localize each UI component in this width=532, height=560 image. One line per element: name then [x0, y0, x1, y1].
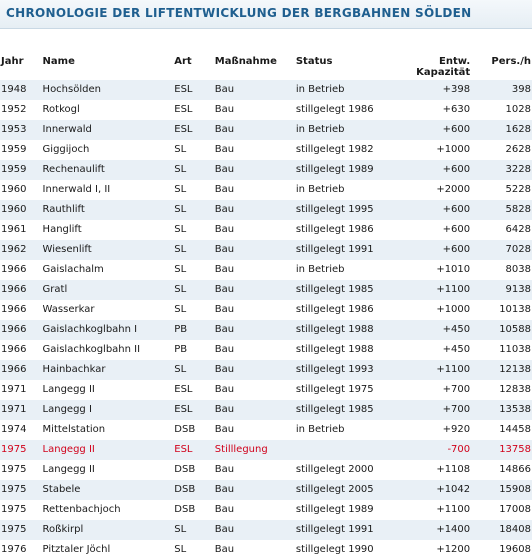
cell-pers: 14458 — [470, 420, 532, 440]
table-row — [0, 440, 532, 460]
cell-jahr: 1971 — [0, 380, 43, 400]
cell-jahr: 1952 — [0, 100, 43, 120]
cell-pers: 11038 — [470, 340, 532, 360]
cell-name: Rotkogl — [43, 100, 175, 120]
cell-pers: 15908 — [470, 480, 532, 500]
cell-kapazitaet: +1200 — [409, 540, 470, 560]
cell-pers: 2628 — [470, 140, 532, 160]
cell-status: stillgelegt 1988 — [296, 320, 409, 340]
cell-kapazitaet: +700 — [409, 400, 470, 420]
cell-status: stillgelegt 2005 — [296, 480, 409, 500]
cell-pers: 3228 — [470, 160, 532, 180]
table-row — [0, 340, 532, 360]
cell-art: PB — [174, 340, 215, 360]
cell-name: Gaislachkoglbahn II — [43, 340, 175, 360]
cell-status: stillgelegt 1989 — [296, 160, 409, 180]
cell-art: ESL — [174, 100, 215, 120]
col-header-kapazitaet-line2: Kapazität — [416, 67, 471, 78]
cell-art: DSB — [174, 500, 215, 520]
cell-massnahme: Bau — [215, 520, 296, 540]
cell-pers: 13758 — [470, 440, 532, 460]
cell-massnahme: Bau — [215, 200, 296, 220]
cell-kapazitaet: +1000 — [409, 300, 470, 320]
cell-status: stillgelegt 1986 — [296, 220, 409, 240]
cell-massnahme: Bau — [215, 320, 296, 340]
cell-kapazitaet: +1100 — [409, 360, 470, 380]
cell-status: in Betrieb — [296, 120, 409, 140]
cell-name: Giggijoch — [43, 140, 175, 160]
cell-kapazitaet: +1100 — [409, 500, 470, 520]
cell-massnahme: Bau — [215, 460, 296, 480]
table-row — [0, 460, 532, 480]
cell-massnahme: Bau — [215, 400, 296, 420]
cell-art: ESL — [174, 400, 215, 420]
cell-name: Pitztaler Jöchl — [43, 540, 175, 560]
col-header-kapazitaet-line1: Entw. — [439, 56, 471, 67]
page-title: CHRONOLOGIE DER LIFTENTWICKLUNG DER BERGBAHNEN SÖLDEN — [6, 6, 472, 20]
cell-art: DSB — [174, 460, 215, 480]
cell-art: SL — [174, 220, 215, 240]
cell-status: stillgelegt 1990 — [296, 540, 409, 560]
table-row — [0, 380, 532, 400]
cell-kapazitaet: +398 — [409, 80, 470, 100]
cell-massnahme: Bau — [215, 360, 296, 380]
cell-jahr: 1948 — [0, 80, 43, 100]
table-row — [0, 80, 532, 100]
cell-name: Hainbachkar — [43, 360, 175, 380]
cell-status: stillgelegt 1986 — [296, 100, 409, 120]
cell-name: Roßkirpl — [43, 520, 175, 540]
cell-name: Hanglift — [43, 220, 175, 240]
cell-kapazitaet: +1108 — [409, 460, 470, 480]
cell-kapazitaet: +600 — [409, 240, 470, 260]
cell-name: Hochsölden — [43, 80, 175, 100]
cell-kapazitaet: +1100 — [409, 280, 470, 300]
cell-jahr: 1975 — [0, 520, 43, 540]
cell-name: Langegg I — [43, 400, 175, 420]
cell-jahr: 1953 — [0, 120, 43, 140]
cell-art: SL — [174, 160, 215, 180]
cell-massnahme: Stilllegung — [215, 440, 296, 460]
table-row — [0, 400, 532, 420]
cell-pers: 1628 — [470, 120, 532, 140]
col-header-kapazitaet — [409, 50, 470, 80]
cell-pers: 8038 — [470, 260, 532, 280]
cell-jahr: 1959 — [0, 140, 43, 160]
table-row — [0, 480, 532, 500]
cell-name: Wiesenlift — [43, 240, 175, 260]
cell-art: ESL — [174, 80, 215, 100]
cell-pers: 5828 — [470, 200, 532, 220]
table-row — [0, 260, 532, 280]
cell-status: in Betrieb — [296, 420, 409, 440]
cell-kapazitaet: +1400 — [409, 520, 470, 540]
cell-name: Rechenaulift — [43, 160, 175, 180]
cell-status: stillgelegt 1988 — [296, 340, 409, 360]
cell-jahr: 1966 — [0, 300, 43, 320]
cell-massnahme: Bau — [215, 160, 296, 180]
cell-name: Langegg II — [43, 380, 175, 400]
cell-status: stillgelegt 1975 — [296, 380, 409, 400]
table-row — [0, 420, 532, 440]
cell-kapazitaet: +450 — [409, 320, 470, 340]
cell-status: stillgelegt 1995 — [296, 200, 409, 220]
cell-jahr: 1975 — [0, 460, 43, 480]
col-header-name: Name — [42, 56, 75, 67]
table-body — [0, 80, 532, 560]
cell-name: Stabele — [43, 480, 175, 500]
table-row — [0, 280, 532, 300]
cell-kapazitaet: +700 — [409, 380, 470, 400]
cell-kapazitaet: +1042 — [409, 480, 470, 500]
table-row — [0, 220, 532, 240]
cell-kapazitaet: +600 — [409, 160, 470, 180]
cell-massnahme: Bau — [215, 180, 296, 200]
table-row — [0, 320, 532, 340]
cell-kapazitaet: +450 — [409, 340, 470, 360]
cell-jahr: 1966 — [0, 320, 43, 340]
cell-pers: 12138 — [470, 360, 532, 380]
table-row — [0, 140, 532, 160]
cell-pers: 7028 — [470, 240, 532, 260]
cell-pers: 10138 — [470, 300, 532, 320]
cell-jahr: 1961 — [0, 220, 43, 240]
cell-pers: 1028 — [470, 100, 532, 120]
cell-massnahme: Bau — [215, 340, 296, 360]
cell-name: Wasserkar — [43, 300, 175, 320]
cell-massnahme: Bau — [215, 500, 296, 520]
table-row — [0, 300, 532, 320]
col-header-jahr: Jahr — [1, 56, 24, 67]
cell-jahr: 1976 — [0, 540, 43, 560]
cell-name: Rauthlift — [43, 200, 175, 220]
cell-status: stillgelegt 1985 — [296, 400, 409, 420]
col-header-massnahme: Maßnahme — [214, 56, 277, 67]
cell-jahr: 1962 — [0, 240, 43, 260]
cell-pers: 13538 — [470, 400, 532, 420]
table-header — [0, 50, 532, 80]
cell-massnahme: Bau — [215, 240, 296, 260]
cell-status: stillgelegt 1991 — [296, 520, 409, 540]
col-header-pers: Pers./h — [491, 56, 531, 67]
cell-art: ESL — [174, 380, 215, 400]
cell-name: Langegg II — [43, 460, 175, 480]
cell-name: Gratl — [43, 280, 175, 300]
cell-jahr: 1966 — [0, 280, 43, 300]
cell-jahr: 1966 — [0, 260, 43, 280]
cell-status: stillgelegt 1989 — [296, 500, 409, 520]
header-row — [0, 50, 532, 80]
cell-jahr: 1966 — [0, 360, 43, 380]
table-row — [0, 240, 532, 260]
cell-name: Innerwald — [43, 120, 175, 140]
table-row — [0, 500, 532, 520]
cell-art: SL — [174, 520, 215, 540]
cell-status: stillgelegt 2000 — [296, 460, 409, 480]
cell-status: in Betrieb — [296, 80, 409, 100]
table-row — [0, 100, 532, 120]
table-row — [0, 120, 532, 140]
cell-massnahme: Bau — [215, 80, 296, 100]
cell-art: SL — [174, 280, 215, 300]
cell-kapazitaet: +2000 — [409, 180, 470, 200]
cell-status: in Betrieb — [296, 180, 409, 200]
table-row — [0, 520, 532, 540]
cell-art: SL — [174, 360, 215, 380]
cell-status: in Betrieb — [296, 260, 409, 280]
cell-massnahme: Bau — [215, 140, 296, 160]
cell-jahr: 1966 — [0, 340, 43, 360]
cell-pers: 14866 — [470, 460, 532, 480]
cell-jahr: 1960 — [0, 180, 43, 200]
cell-art: DSB — [174, 480, 215, 500]
cell-massnahme: Bau — [215, 420, 296, 440]
cell-jahr: 1974 — [0, 420, 43, 440]
cell-pers: 398 — [470, 80, 532, 100]
cell-kapazitaet: +600 — [409, 200, 470, 220]
cell-jahr: 1975 — [0, 500, 43, 520]
table-row — [0, 160, 532, 180]
cell-massnahme: Bau — [215, 540, 296, 560]
cell-status: stillgelegt 1993 — [296, 360, 409, 380]
cell-massnahme: Bau — [215, 300, 296, 320]
cell-art: PB — [174, 320, 215, 340]
cell-kapazitaet: +1010 — [409, 260, 470, 280]
cell-status: stillgelegt 1985 — [296, 280, 409, 300]
cell-kapazitaet: +1000 — [409, 140, 470, 160]
cell-kapazitaet: +630 — [409, 100, 470, 120]
cell-pers: 10588 — [470, 320, 532, 340]
table-row — [0, 180, 532, 200]
col-header-status: Status — [295, 56, 333, 67]
cell-name: Gaislachalm — [43, 260, 175, 280]
cell-jahr: 1975 — [0, 440, 43, 460]
cell-massnahme: Bau — [215, 100, 296, 120]
cell-massnahme: Bau — [215, 280, 296, 300]
cell-jahr: 1960 — [0, 200, 43, 220]
cell-pers: 19608 — [470, 540, 532, 560]
cell-jahr: 1975 — [0, 480, 43, 500]
cell-art: SL — [174, 180, 215, 200]
cell-jahr: 1971 — [0, 400, 43, 420]
cell-kapazitaet: +600 — [409, 120, 470, 140]
cell-name: Rettenbachjoch — [43, 500, 175, 520]
cell-status: stillgelegt 1991 — [296, 240, 409, 260]
lift-chronology-table — [0, 50, 532, 560]
cell-pers: 6428 — [470, 220, 532, 240]
cell-status: stillgelegt 1982 — [296, 140, 409, 160]
table-row — [0, 200, 532, 220]
cell-art: ESL — [174, 120, 215, 140]
cell-art: DSB — [174, 420, 215, 440]
cell-massnahme: Bau — [215, 120, 296, 140]
cell-jahr: 1959 — [0, 160, 43, 180]
cell-art: SL — [174, 260, 215, 280]
cell-massnahme: Bau — [215, 220, 296, 240]
cell-art: ESL — [174, 440, 215, 460]
cell-massnahme: Bau — [215, 260, 296, 280]
table-row — [0, 360, 532, 380]
cell-pers: 18408 — [470, 520, 532, 540]
cell-art: SL — [174, 140, 215, 160]
table-row — [0, 540, 532, 560]
cell-kapazitaet: -700 — [409, 440, 470, 460]
cell-art: SL — [174, 540, 215, 560]
cell-massnahme: Bau — [215, 380, 296, 400]
cell-status: stillgelegt 1986 — [296, 300, 409, 320]
cell-name: Mittelstation — [43, 420, 175, 440]
cell-art: SL — [174, 200, 215, 220]
cell-name: Langegg II — [43, 440, 175, 460]
cell-pers: 17008 — [470, 500, 532, 520]
cell-status — [296, 440, 409, 460]
cell-name: Gaislachkoglbahn I — [43, 320, 175, 340]
title-bar — [0, 0, 532, 29]
cell-art: SL — [174, 240, 215, 260]
cell-art: SL — [174, 300, 215, 320]
cell-pers: 5228 — [470, 180, 532, 200]
cell-kapazitaet: +920 — [409, 420, 470, 440]
col-header-art: Art — [174, 56, 192, 67]
cell-kapazitaet: +600 — [409, 220, 470, 240]
cell-massnahme: Bau — [215, 480, 296, 500]
cell-name: Innerwald I, II — [43, 180, 175, 200]
cell-pers: 9138 — [470, 280, 532, 300]
cell-pers: 12838 — [470, 380, 532, 400]
